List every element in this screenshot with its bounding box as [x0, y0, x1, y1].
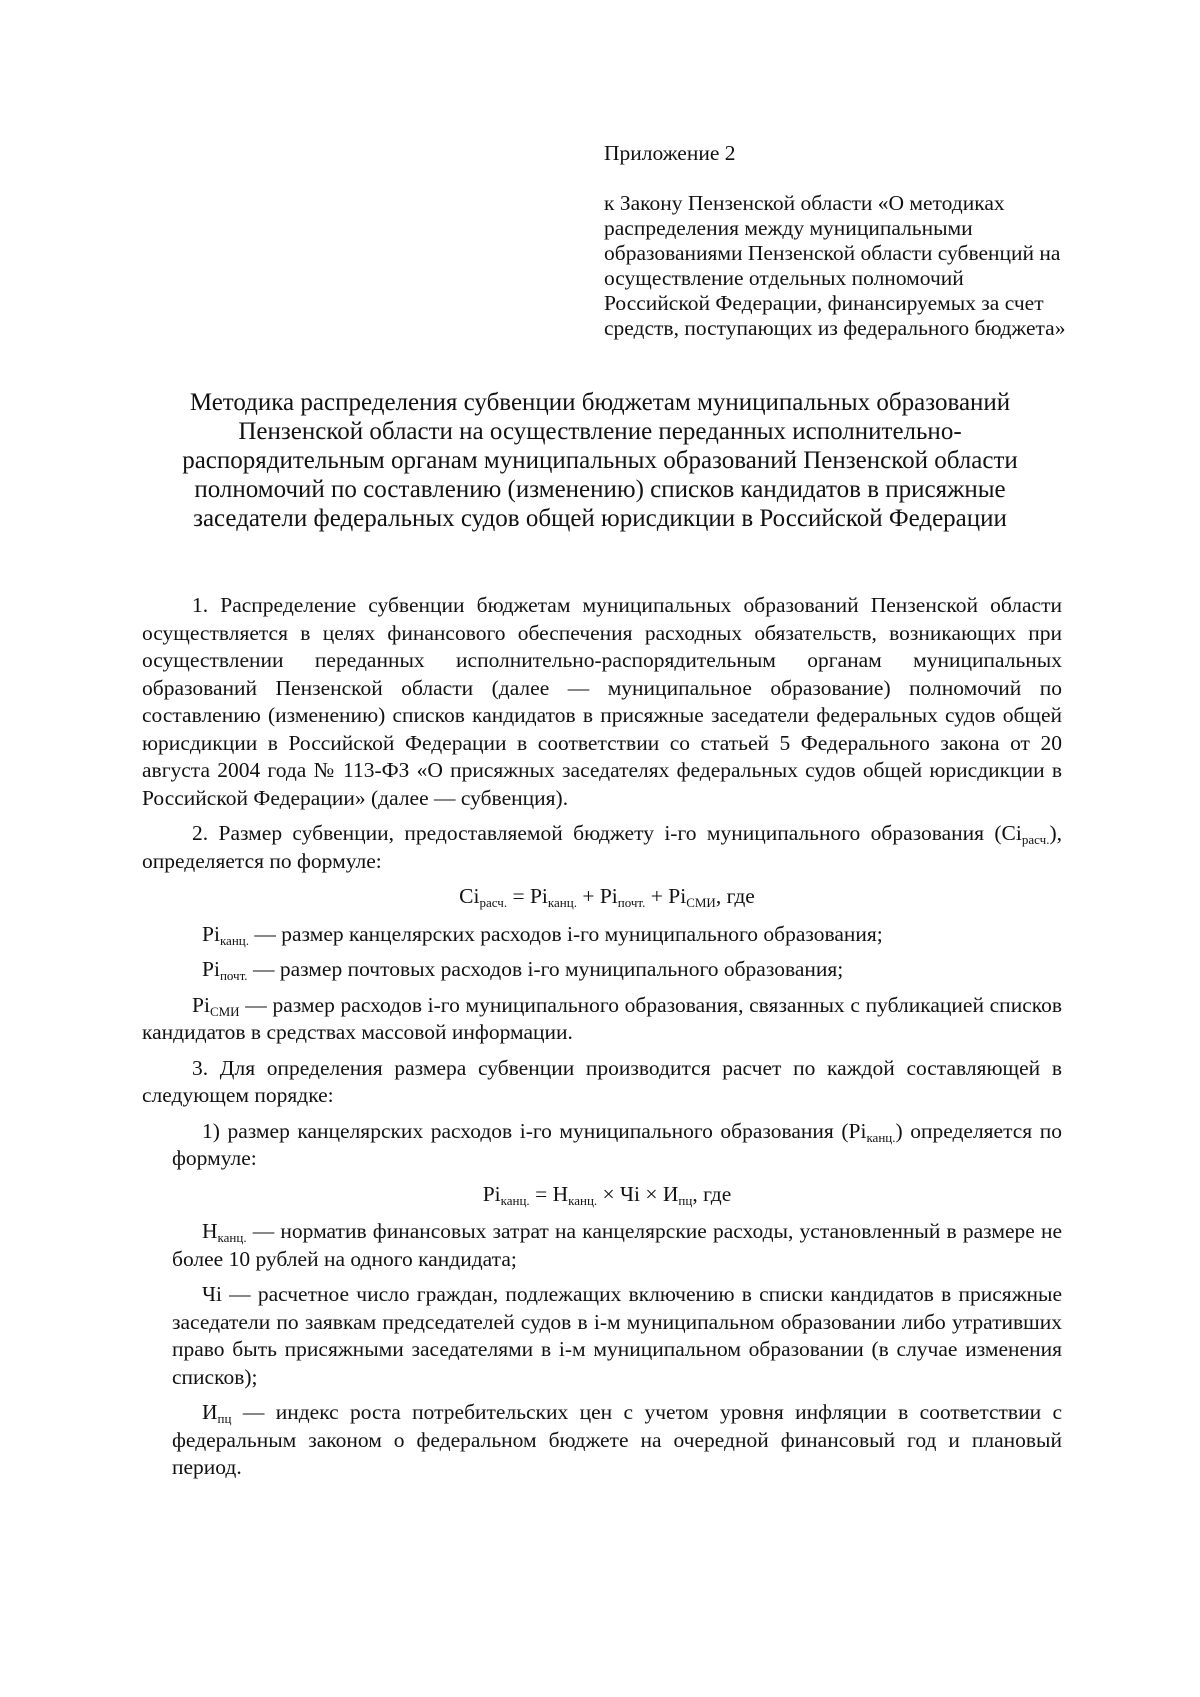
definition-subscript: пц: [217, 1411, 232, 1426]
definition-smi: [142, 992, 1062, 1047]
definition-subscript: СМИ: [209, 1003, 240, 1019]
definition-text: — размер почтовых расходов i-го муниципального образования;: [247, 957, 844, 981]
definition-text: — индекс роста потребительских цен с учетом уровня инфляции в соответствии с федеральным законом о федеральном бюджете на очередной финансовый год и плановый период.: [172, 1400, 1062, 1479]
definition-norm: [142, 1218, 1062, 1273]
definition-symbol: Pi: [202, 957, 220, 981]
definition-pocht: [142, 956, 1062, 984]
paragraph-2-text-end: ), определяется по формуле:: [142, 821, 1062, 873]
formula-subscript: СМИ: [686, 895, 716, 910]
formula-term: , где: [692, 1181, 732, 1206]
formula-term: Pi: [482, 1181, 501, 1206]
definition-subscript: канц.: [219, 932, 249, 948]
definition-symbol: И: [202, 1400, 218, 1424]
definition-chi: Чi — расчетное число граждан, подлежащих включению в списки кандидатов в присяжные заседатели по заявкам председателей судов в i-м муниципальном образовании либо утративших право быть присяжными заседателями в i-м муниципальном образовании (в случае изменения списков);: [172, 1282, 1062, 1389]
document-heading: Методика распределения субвенции бюджетам муниципальных образований Пензенской области на осуществление переданных исполнительно-распорядительным органам муниципальных образований Пензенской области полномочий по составлению (изменению) списков кандидатов в присяжные заседатели федеральных судов общей юрисдикции в Российской Федерации: [182, 389, 1018, 532]
paragraph-3-1: [142, 1118, 1062, 1173]
definition-ipc: [142, 1399, 1062, 1482]
definition-subscript: канц.: [217, 1230, 247, 1245]
paragraph-3: 3. Для определения размера субвенции производится расчет по каждой составляющей в следующем порядке:: [142, 1055, 1062, 1107]
paragraph-2-text: 2. Размер субвенции, предоставляемой бюджету i-го муниципального образования (Ci: [192, 821, 1022, 845]
paragraph-3-1-text-end: ) определяется по формуле:: [172, 1118, 1062, 1170]
formula-term: Ci: [459, 884, 480, 908]
formula-term: = Н: [529, 1181, 569, 1206]
subscript: канц.: [866, 1129, 896, 1145]
formula-term: + Pi: [576, 884, 618, 908]
appendix-title: Приложение 2: [604, 141, 736, 165]
formula-subscript: канц.: [568, 1192, 598, 1208]
formula-subscript: почт.: [617, 895, 646, 910]
definition-text: — размер канцелярских расходов i-го муниципального образования;: [249, 921, 883, 946]
definition-symbol: Н: [202, 1219, 218, 1243]
formula-term: + Pi: [645, 884, 687, 908]
formula-subscript: пц: [678, 1192, 693, 1208]
paragraph-3-1-text: 1) размер канцелярских расходов i-го муниципального образования (Pi: [202, 1118, 867, 1143]
definition-kanc: [142, 921, 1062, 949]
formula-term: = Pi: [507, 884, 548, 908]
definition-text: — размер расходов i-го муниципального образования, связанных с публикацией списков кандидатов в средствах массовой информации.: [142, 992, 1062, 1044]
appendix-reference: к Закону Пензенской области «О методиках распределения между муниципальными образованиями Пензенской области субвенций на осуществление отдельных полномочий Российской Федерации, финансируемых за счет средств, поступающих из федерального бюджета»: [604, 191, 1066, 340]
formula-subscript: расч.: [479, 895, 508, 910]
document-body: [142, 592, 1062, 1490]
definition-text: — норматив финансовых затрат на канцелярские расходы, установленный в размере не более 10 рублей на одного кандидата;: [172, 1219, 1062, 1271]
definition-subscript: почт.: [219, 968, 248, 983]
paragraph-1: 1. Распределение субвенции бюджетам муниципальных образований Пензенской области осуществляется в целях финансового обеспечения расходных обязательств, возникающих при осуществлении переданных исполнительно-распорядительным органам муниципальных образований Пензенской области (далее — муниципальное образование) полномочий по составлению (изменению) списков кандидатов в присяжные заседатели федеральных судов общей юрисдикции в Российской Федерации в соответствии со статьей 5 Федерального закона от 20 августа 2004 года № 113-ФЗ «О присяжных заседателях федеральных судов общей юрисдикции в Российской Федерации» (далее — субвенция).: [142, 593, 1062, 810]
formula-term: , где: [715, 884, 755, 908]
formula-term: × Чi × И: [597, 1181, 679, 1206]
formula-subscript: канц.: [500, 1192, 530, 1208]
subscript: расч.: [1021, 832, 1050, 847]
definition-symbol: Pi: [202, 921, 220, 946]
formula-kanc: [142, 1181, 1062, 1209]
definition-symbol: Pi: [192, 992, 210, 1017]
paragraph-2: [142, 820, 1062, 875]
formula-subscript: канц.: [547, 895, 577, 910]
formula-subvention: [142, 883, 1062, 911]
